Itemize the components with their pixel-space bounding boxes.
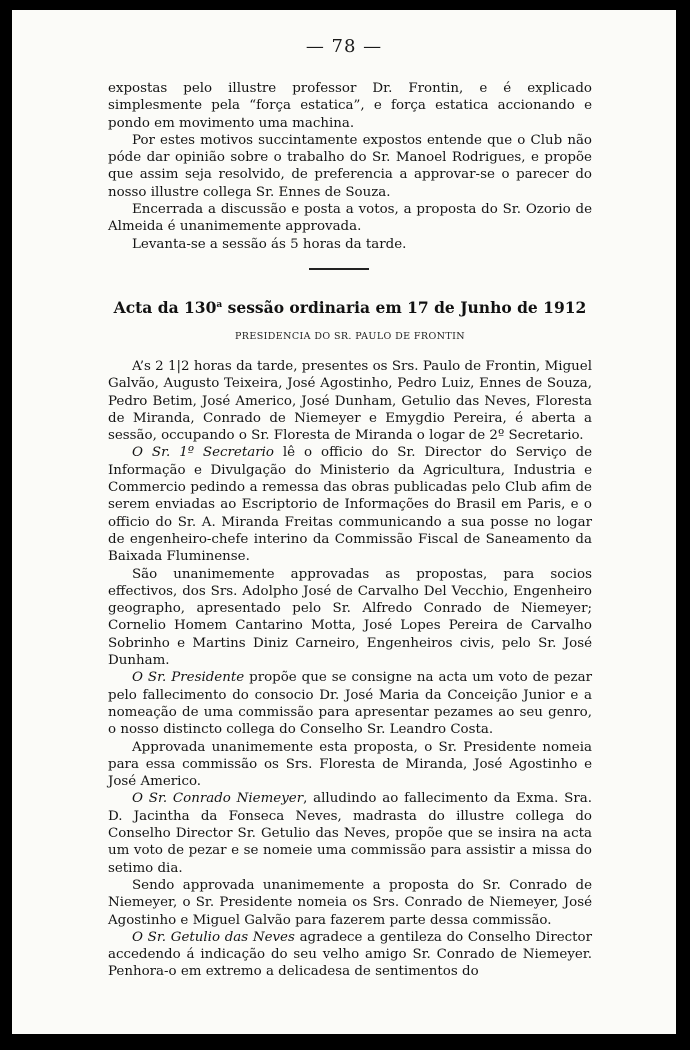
paragraph-text: , alludindo ao fallecimento da Exma. Sra. D. Jacintha da Fonseca Neves, madrasta do illustre collega do Conselho Director Sr. Getulio das Neves, propõe que se insira na acta um voto de pezar e se nomeie uma commissão para assistir a missa do setimo dia.	[108, 791, 592, 876]
paragraph	[108, 929, 592, 981]
speaker-name: O Sr. Getulio das Neves	[132, 929, 295, 945]
paragraph-text: lê o officio do Sr. Director do Serviço de Informação e Divulgação do Ministerio da Agricultura, Industria e Commercio pedindo a remessa das obras publicadas pelo Club afim de serem enviadas ao Escriptorio de Informações do Brasil em Paris, e o officio do Sr. A. Miranda Freitas communicando a sua posse no logar de engenheiro-chefe interino da Commissão Fiscal de Saneamento da Baixada Fluminense.	[108, 445, 592, 565]
paragraph	[108, 790, 592, 876]
title-sup: a	[216, 299, 223, 310]
paragraph: Approvada unanimemente esta proposta, o Sr. Presidente nomeia para essa commissão os Srs. Floresta de Miranda, José Agostinho e José Americo.	[108, 739, 592, 790]
page-number: — 78 —	[305, 36, 383, 57]
section-title	[108, 298, 592, 317]
paragraph: Levanta-se a sessão ás 5 horas da tarde.	[132, 236, 407, 252]
paragraph	[108, 444, 592, 565]
paragraph: Por estes motivos succintamente expostos entende que o Club não póde dar opinião sobre o trabalho do Sr. Manoel Rodrigues, e propõe que assim seja resolvido, de preferencia a approvar-se o parecer do nosso illustre collega Sr. Ennes de Souza.	[108, 132, 592, 200]
title-pre: Acta da 130	[113, 298, 217, 317]
speaker-name: O Sr. 1º Secretario	[132, 445, 274, 461]
paragraph-text: propõe que se consigne na acta um voto de pezar pelo fallecimento do consocio Dr. José Maria da Conceição Junior e a nomeação de uma commissão para apresentar pezames ao seu genro, o nosso distincto collega do Conselho Sr. Leandro Costa.	[108, 670, 592, 738]
paragraph: expostas pelo illustre professor Dr. Frontin, e é explicado simplesmente pela “força estatica”, e força estatica accionando e pondo em movimento uma machina.	[108, 81, 592, 131]
paragraph: Encerrada a discussão e posta a votos, a proposta do Sr. Ozorio de Almeida é unanimemente approvada.	[108, 202, 592, 235]
paragraph-text: agradece a gentileza do Conselho Director accedendo á indicação do seu velho amigo Sr. Conrado de Niemeyer. Penhora-o em extremo a delicadesa de sentimentos do	[108, 929, 592, 980]
title-post: sessão ordinaria em 17 de Junho de 1912	[222, 298, 587, 317]
previous-session-conclusion	[108, 80, 592, 253]
paragraph: Sendo approvada unanimemente a proposta do Sr. Conrado de Niemeyer, o Sr. Presidente nomeia os Srs. Conrado de Niemeyer, José Agostinho e Miguel Galvão para fazerem parte dessa commissão.	[108, 877, 592, 928]
minutes-body	[108, 358, 592, 981]
paragraph	[108, 669, 592, 738]
section-subtitle: PRESIDENCIA DO SR. PAULO DE FRONTIN	[235, 331, 465, 342]
paragraph: A’s 2 1|2 horas da tarde, presentes os Srs. Paulo de Frontin, Miguel Galvão, Augusto Teixeira, José Agostinho, Pedro Luiz, Ennes de Souza, Pedro Betim, José Americo, José Dunham, Getulio das Neves, Floresta de Miranda, Conrado de Niemeyer e Emygdio Pereira, é aberta a sessão, occupando o Sr. Floresta de Miranda o logar de 2º Secretario.	[108, 359, 592, 444]
document-page	[12, 10, 676, 1034]
section-divider	[309, 268, 369, 270]
speaker-name: O Sr. Presidente	[132, 670, 245, 686]
speaker-name: O Sr. Conrado Niemeyer	[132, 791, 304, 807]
paragraph: São unanimemente approvadas as propostas, para socios effectivos, dos Srs. Adolpho José de Carvalho Del Vecchio, Engenheiro geographo, apresentado pelo Sr. Alfredo Conrado de Niemeyer; Cornelio Homem Cantarino Motta, José Lopes Pereira de Carvalho Sobrinho e Martins Diniz Carneiro, Engenheiros civis, pelo Sr. José Dunham.	[108, 566, 592, 669]
